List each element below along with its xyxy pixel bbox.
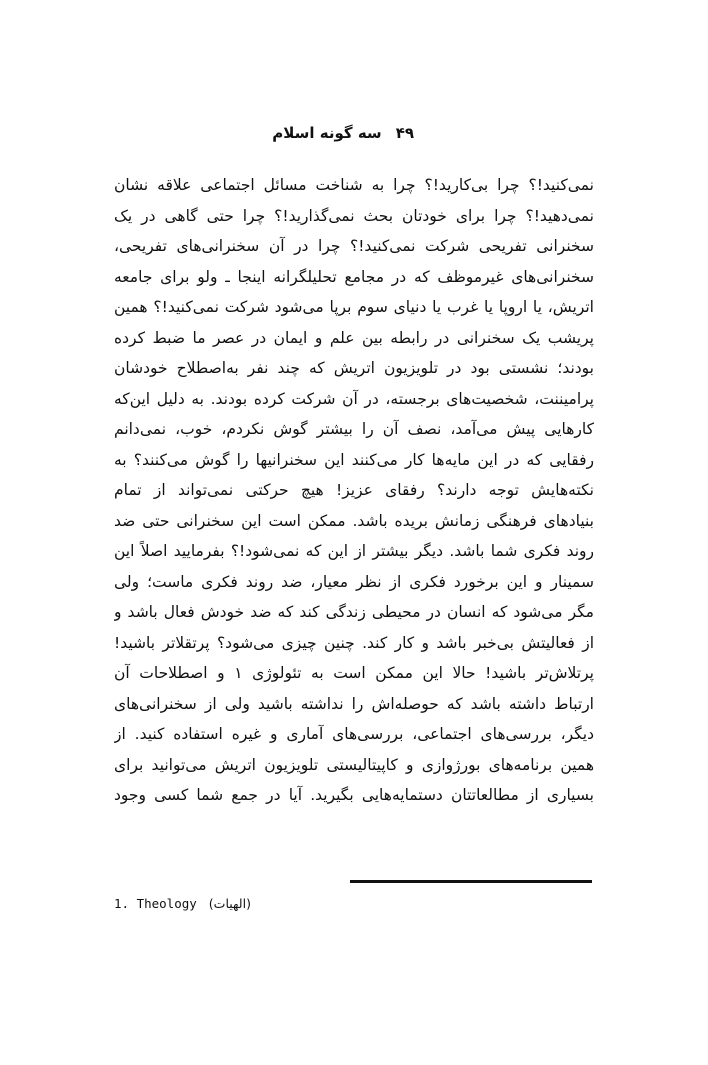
text-line: پرامیننت، شخصیت‌های برجسته، در آن شرکت کرده بودند. به دلیل این‌که xyxy=(114,389,594,408)
footnote-label: 1. Theology xyxy=(114,896,197,911)
text-line: دیگر، بررسی‌های اجتماعی، بررسی‌های آماری و غیره استفاده کنید. از xyxy=(114,725,594,743)
text-line: اتریش، یا اروپا یا غرب یا دنیای سوم برپا می‌شود شرکت نمی‌کنید!؟ همین xyxy=(114,298,594,316)
text-line: بنیادهای فرهنگی زمانش بریده باشد. ممکن است این سخنرانی حتی ضد xyxy=(114,511,594,530)
page-number: ۴۹ xyxy=(395,124,414,142)
running-title: سه گونه اسلام xyxy=(272,124,382,142)
footnote xyxy=(114,892,414,916)
text-line: رفقایی که در این مایه‌ها کار می‌کنند این سخنرانیها را گوش می‌کنند؟ به xyxy=(114,450,594,469)
text-line: سمینار و این برخورد فکری از نظر معیار، ضد روند فکری ماست؛ ولی xyxy=(114,572,594,591)
text-line: بودند؛ نشستی بود در تلویزیون اتریش که چند نفر به‌اصطلاح خودشان xyxy=(114,359,594,377)
body-text xyxy=(114,170,594,811)
page-header xyxy=(114,118,414,148)
text-line: ارتباط داشته باشد که حوصله‌اش را نداشته باشید ولی از سخنرانی‌های xyxy=(114,694,594,713)
footnote-translation: (الهیات) xyxy=(208,896,251,911)
text-line: نکته‌هایش توجه دارند؟ رفقای عزیز! هیچ حرکتی نمی‌تواند از تمام xyxy=(114,481,594,499)
text-line: نمی‌دهید!؟ چرا برای خودتان بحث نمی‌گذارید!؟ چرا حتی گاهی در یک xyxy=(114,206,594,225)
text-line: پرتلاش‌تر باشید! حالا این ممکن است به تئولوژی ۱ و اصطلاحات آن xyxy=(114,664,594,682)
text-line: سخنرانی‌های غیرموظف که در مجامع تحلیلگرانه اینجا ـ ولو برای جامعه xyxy=(114,267,594,286)
text-line: نمی‌کنید!؟ چرا بی‌کارید!؟ چرا به شناخت مسائل اجتماعی علاقه نشان xyxy=(114,176,594,194)
text-line: بسیاری از مطالعاتتان دستمایه‌هایی بگیرید. آیا در جمع شما کسی وجود xyxy=(114,786,594,804)
text-line: سخنرانی تفریحی شرکت نمی‌کنید!؟ چرا در آن سخنرانی‌های تفریحی، xyxy=(114,237,594,255)
text-line: از فعالیتش بی‌خبر باشد و کار کند. چنین چیزی می‌شود؟ پرتقلاتر باشید! xyxy=(114,633,594,652)
text-line: کارهایی پیش می‌آمد، نصف آن را بیشتر گوش نکردم، خوب، نمی‌دانم xyxy=(114,420,594,438)
text-line: روند فکری شما باشد. دیگر بیشتر از این که نمی‌شود!؟ بفرمایید اصلاً این xyxy=(114,542,594,560)
footnote-divider xyxy=(350,880,592,883)
text-line: مگر می‌شود که انسان در محیطی زندگی کند که ضد خودش فعال باشد و xyxy=(114,603,594,621)
text-line: همین برنامه‌های بورژوازی و کاپیتالیستی تلویزیون اتریش می‌توانید برای xyxy=(114,755,594,774)
text-line: پریشب یک سخنرانی در رابطه بین علم و ایمان در عصر ما ضبط کرده xyxy=(114,328,594,347)
